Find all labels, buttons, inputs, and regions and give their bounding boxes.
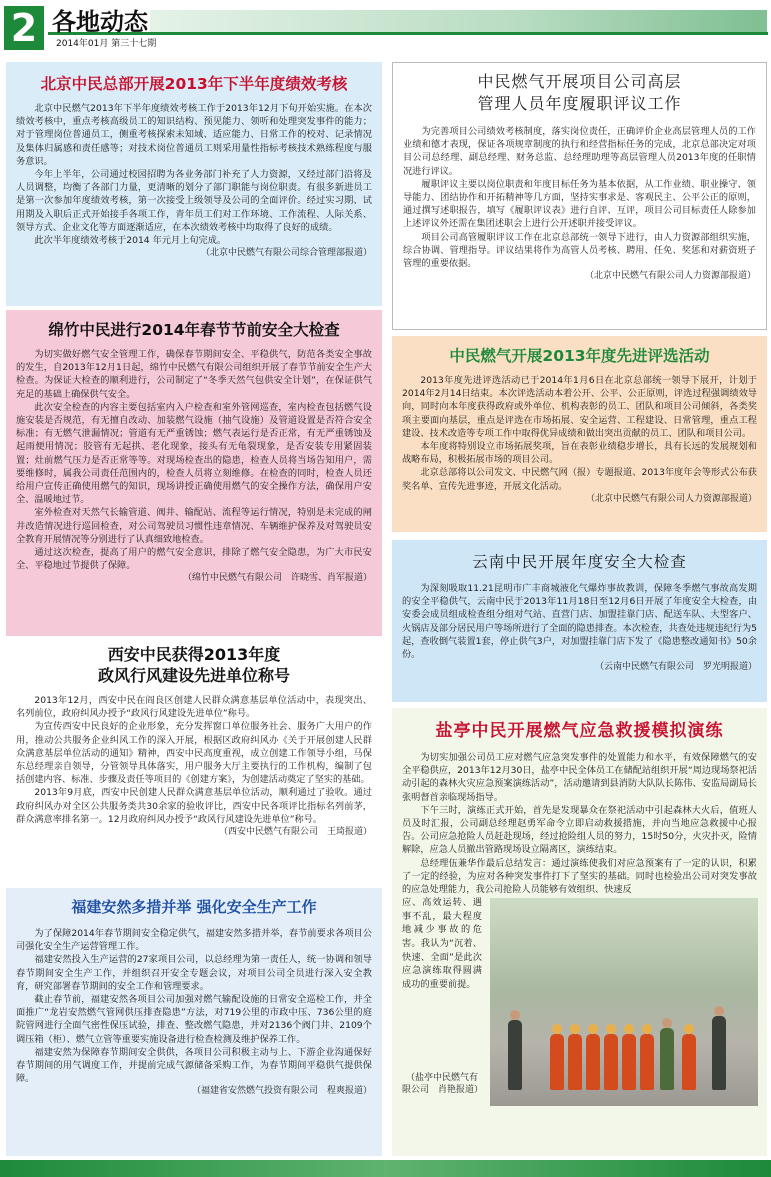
article-source: （北京中民燃气有限公司综合管理部报道）: [200, 248, 372, 259]
article-paragraph: 为深刻吸取11.21昆明市广丰商城液化气爆炸事故教训，保障冬季燃气事故高发期的安全平稳供气，云南中民于2013年11月18日至12月6日开展了年度安全大检查，由安委会成员组成检查组分组对气站、直营门店、加盟挂靠门店、配送车队、大型客户、火锅店及部分居民用户等场所进行了全面的隐患排查。本次检查，共查处违规违纪行为5起，查收倒气装置1套，停止供气3户，对加盟挂靠门店下发了《隐患整改通知书》50余份。: [402, 583, 757, 661]
article-source-line: （盐亭中民燃气有限公司 肖艳报道）: [402, 1073, 484, 1096]
article-title: 盐亭中民开展燃气应急救援模拟演练: [435, 721, 724, 741]
article-xian-award: [6, 640, 382, 884]
article-title: 中民燃气开展2013年度先进评选活动: [449, 347, 710, 365]
person-figure: [568, 1034, 582, 1090]
article-paragraph: 北京中民燃气2013年下半年度绩效考核工作于2013年12月下旬开始实施。在本次绩效考核中，重点考核高级员工的知识结构、预见能力、领听和处理突发事件的能力；对于管理岗位普通员工，侧重考核探索未知域、适应能力、日常工作的校对、记录情况及集体归属感和责任感等；对技术岗位普通员工则采用量性指标考核技术熟练程度与服务意识。: [16, 103, 372, 167]
page-header: [0, 0, 771, 58]
page-footer-bar: [0, 1160, 771, 1177]
person-figure: [550, 1034, 564, 1090]
page-number: 2: [4, 6, 44, 50]
article-title: 绵竹中民进行2014年春节节前安全大检查: [48, 321, 340, 339]
article-paragraph: 2013年12月，西安中民在阎良区创建人民群众满意基层单位活动中，表现突出、名列前位，政府纠风办授予“政风行风建设先进单位”称号。: [16, 695, 372, 720]
person-figure: [508, 1020, 522, 1090]
article-paragraph: 福建安然投入生产运营的27家项目公司，以总经理为第一责任人，统一协调和领导春节期间安全生产工作，并组织召开安全专题会议，对项目公司全员进行深入安全教育，研究部署春节期间的安全工作和管理要求。: [16, 954, 372, 992]
article-paragraph: 本年度将特别设立市场拓展奖项，旨在表彰业绩稳步增长，具有长远的发展规划和战略布局，积极拓展市场的项目公司。: [402, 441, 757, 466]
article-paragraph: 2013年9月底，西安中民创建人民群众满意基层单位活动，顺利通过了验收。通过政府纠风办对全区公共服务类共30余家的验收评比，西安中民各项评比指标名列前茅，群众满意率排名第一。12月政府纠风办授予“政风行风建设先进单位”称号。: [16, 787, 372, 825]
article-paragraph: 截止春节前，福建安然各项目公司加强对燃气输配设施的日常安全巡检工作，并全面推广“龙岩安然燃气管网供压排查隐患”方法，对719公里的市政中压、736公里的庭院管网进行全面气密性保压试验，排查、整改燃气隐患，并对2136个阀门井、2109个调压箱（柜）、燃气立管等重要实施设备进行检查检测及维护保养工作。: [16, 994, 372, 1045]
article-title: [16, 644, 372, 686]
article-paragraph: 履职评议主要以岗位职责和年度目标任务为基本依据，从工作业绩、职业操守、领导能力、团结协作和开拓精神等几方面，坚持实事求是、客观民主、公平公正的原则，通过撰写述职报告，填写《履职评议表》进行自评、互评，项目公司目标责任人除参加上述评议外还需在集团述职会上进行公开述职并接受评议。: [403, 178, 756, 230]
person-figure: [682, 1034, 696, 1090]
article-title-line2: 管理人员年度履职评议工作: [477, 94, 682, 113]
person-figure: [604, 1034, 618, 1090]
header-stripe: [150, 10, 767, 32]
article-paragraph: 为完善项目公司绩效考核制度，落实岗位责任，正确评价企业高层管理人员的工作业绩和德才表现，保证各项规章制度的执行和经营指标任务的完成，北京总部决定对项目公司总经理、副总经理、财务总监、总经理助理等高层管理人员2013年度的任职情况进行评议。: [403, 126, 756, 177]
article-paragraph: 总经理伍兼华作最后总结发言：通过演练使我们对应急预案有了一定的认识，积累了一定的经验，为应对各种突发事件打下了坚实的基础。同时也检验出公司对突发事故的应急处理能力，我公司抢险人员能够有效组织、快速反: [402, 857, 757, 896]
person-figure: [586, 1034, 600, 1090]
article-paragraph: 项目公司高管履职评议工作在北京总部统一领导下进行，由人力资源部组织实施，综合协调、管理指导。评议结果将作为高管人员考核、聘用、任免、奖惩和对薪资班子管理的重要依据。: [403, 231, 756, 270]
section-title: 各地动态: [52, 8, 148, 36]
article-paragraph: 为切实加强公司员工应对燃气应急突发事件的处置能力和水平，有效保障燃气的安全平稳供应，2013年12月30日，盐亭中民全体员工在储配站组织开展“周边现场祭祀活动引起的森林火灾应急预案演练活动”，活动邀请到县消防大队队长陈伟、安监局副局长张明督首亲临现场指导。: [402, 752, 757, 803]
article-title-line1: 西安中民获得2013年度: [107, 645, 281, 664]
article-paragraph: 应、高效运转、遇事不乱，最大程度地减少事故的危害。我认为“沉着、快速、全面”是此次应急演练取得圆满成功的重要前提。: [402, 897, 482, 990]
article-source: （绵竹中民燃气有限公司 许晓雪、肖军报道）: [182, 573, 372, 584]
article-paragraph: 此次安全检查的内容主要包括室内入户检查和室外管网巡查，室内检查包括燃气设施安装是否规范，有无擅自改动、加装燃气设施（抽气设施）及管道设置是否符合安全标准；有无燃气泄漏情况；管道有无严重锈蚀；燃气表运行是否正常，有无严重锈蚀及起雨便用情况；胶管有无起拱、老化现象，接头有无龟裂现象，是否安装专用紧固装置；灶前燃气压力是否正常等等。对现场检查出的隐患，检查人员将当场告知用户，需要维修时，属我公司责任范围内的，检查人员将立刻维修。在检查的同时，检查人员还给用户宣传正确使用燃气的知识，现场讲授正确使用燃气的安全操作方法，确保用户安全、温暖地过节。: [16, 401, 372, 506]
article-paragraph: 此次半年度绩效考核于2014 年元月上旬完成。: [34, 235, 227, 247]
article-source: （北京中民燃气有限公司人力资源部报道）: [585, 493, 757, 504]
person-figure: [622, 1034, 636, 1090]
article-yunnan-inspection: [392, 540, 767, 702]
article-source: [402, 1072, 482, 1096]
article-paragraph: 室外检查对天然气长输管道、阀井、输配站、流程等运行情况，特别是未完成的闸井改造情况进行巡回检查，对公司驾驶员习惯性违章情况、车辆维护保养及对驾驶员安全教育开展情况等分别进行了认真细致地检查。: [16, 507, 372, 545]
article-source: （福建省安然燃气投资有限公司 程爽报道）: [191, 1086, 372, 1097]
person-figure: [660, 1028, 674, 1090]
article-awards-selection: [392, 336, 767, 532]
article-paragraph: 福建安然为保障春节期间安全供供，各项目公司积极主动与上、下游企业沟通保好春节期间的用气调度工作，并提前完成气源储备采购工作，为春节期间平稳供气提供保障。: [16, 1046, 372, 1085]
article-source: （云南中民燃气有限公司 罗光明报道）: [594, 662, 757, 673]
drill-photo: [490, 898, 758, 1106]
article-source: （北京中民燃气有限公司人力资源部报道）: [584, 271, 756, 282]
issue-info: 2014年01月 第三十七期: [56, 39, 157, 49]
article-title: 福建安然多措并举 强化安全生产工作: [71, 898, 317, 916]
person-figure: [640, 1034, 654, 1090]
article-title-line1: 中民燃气开展项目公司高层: [477, 72, 682, 91]
article-source: （西安中民燃气有限公司 王琦报道）: [218, 827, 372, 838]
article-title: 北京中民总部开展2013年下半年度绩效考核: [40, 75, 348, 93]
person-figure: [712, 1016, 726, 1090]
article-lower-section: [402, 896, 757, 1106]
article-title: [403, 71, 756, 115]
article-beijing-performance: [6, 62, 382, 306]
article-executive-review: [392, 62, 767, 330]
article-yanting-drill: [392, 708, 767, 1156]
article-mianzhu-safety: [6, 310, 382, 636]
article-paragraph: 为了保障2014年春节期间安全稳定供气，福建安然多措并举，春节前要求各项目公司强化安全生产运营管理工作。: [16, 928, 372, 953]
article-paragraph: 为切实做好燃气安全管理工作，确保春节期间安全、平稳供气，防范各类安全事故的发生，自2013年12月1日起，绵竹中民燃气有限公司组织开展了春节节前安全生产大检查。为保证大检查的顺利进行，公司制定了“冬季天然气包供安全计划”，在保证供气充足的基础上确保供气安全。: [16, 349, 372, 400]
article-paragraph: 为宣传西安中民良好的企业形象，充分发挥窗口单位服务社会、服务广大用户的作用，推动公共服务企业纠风工作的深入开展，根据区政府纠风办《关于开展创建人民群众满意基层单位活动的通知》精神，西安中民高度重视，成立创建工作领导小组，马保东总经理亲自领导，分管领导具体落实，用户服务大厅主要执行的工作机构，编制了包括创建内容、标准、步骤及责任等项目的《创建方案》，为创建活动奠定了坚实的基础。: [16, 721, 372, 786]
article-paragraph: 下午三时，演练正式开始，首先是发现暴众在祭祀活动中引起森林大火后，值班人员及时汇报，公司副总经理赵勇军命令立即启动救援措施，并向当地应急救援中心报告。公司应急抢险人员赶赴现场，经过抢险组人员的努力，15时50分，火灾扑灭，险情解除，应急人员撤出管路现场设立隔离区，演练结束。: [402, 804, 757, 856]
article-paragraph: 通过这次检查，提高了用户的燃气安全意识，排除了燃气安全隐患，为广大市民安全、平稳地过节提供了保障。: [16, 547, 372, 572]
article-paragraph: 今年上半年，公司通过校园招聘为各业务部门补充了人力资源，又经过部门沿将及人员调整，均衡了各部门力量，更清晰的划分了部门职能与岗位职责。有很多新进员工是第一次参加年度绩效考核，第一次接受上级领导及公司的全面评价。经过实习期、试用期及入职后正式开始接手各项工作，青年员工们对工作环境、工作流程、人际关系、领导方式、企业文化等方面逐渐适应，在本次绩效考核中均取得了良好的成绩。: [16, 169, 372, 233]
header-rule: [48, 32, 768, 35]
article-paragraph: 2013年度先进评选活动已于2014年1月6日在北京总部统一领导下展开，计划于2014年2月14日结束。本次评选活动本着公开、公平、公正原则，评选过程强调绩效导向，同时向本年度获得政府或外单位、机构表彰的员工、团队和项目公司倾斜，各类奖项主要面向基层，重点是评选在市场拓展、安全运营、工程建设、日常管理，重点工程建设、技术改造等专项工作中取得优异成绩和做出突出贡献的员工、团队和项目公司。: [402, 375, 757, 439]
article-title: 云南中民开展年度安全大检查: [472, 553, 687, 571]
article-paragraph: 北京总部将以公司发文、中民燃气网（报）专题报道、2013年度年会等形式公布获奖名单、宣传先进事迹，开展文化活动。: [402, 467, 757, 492]
article-fujian-safety: [6, 888, 382, 1156]
article-title-line2: 政风行风建设先进单位称号: [97, 666, 290, 685]
article-side-text: [402, 896, 482, 991]
